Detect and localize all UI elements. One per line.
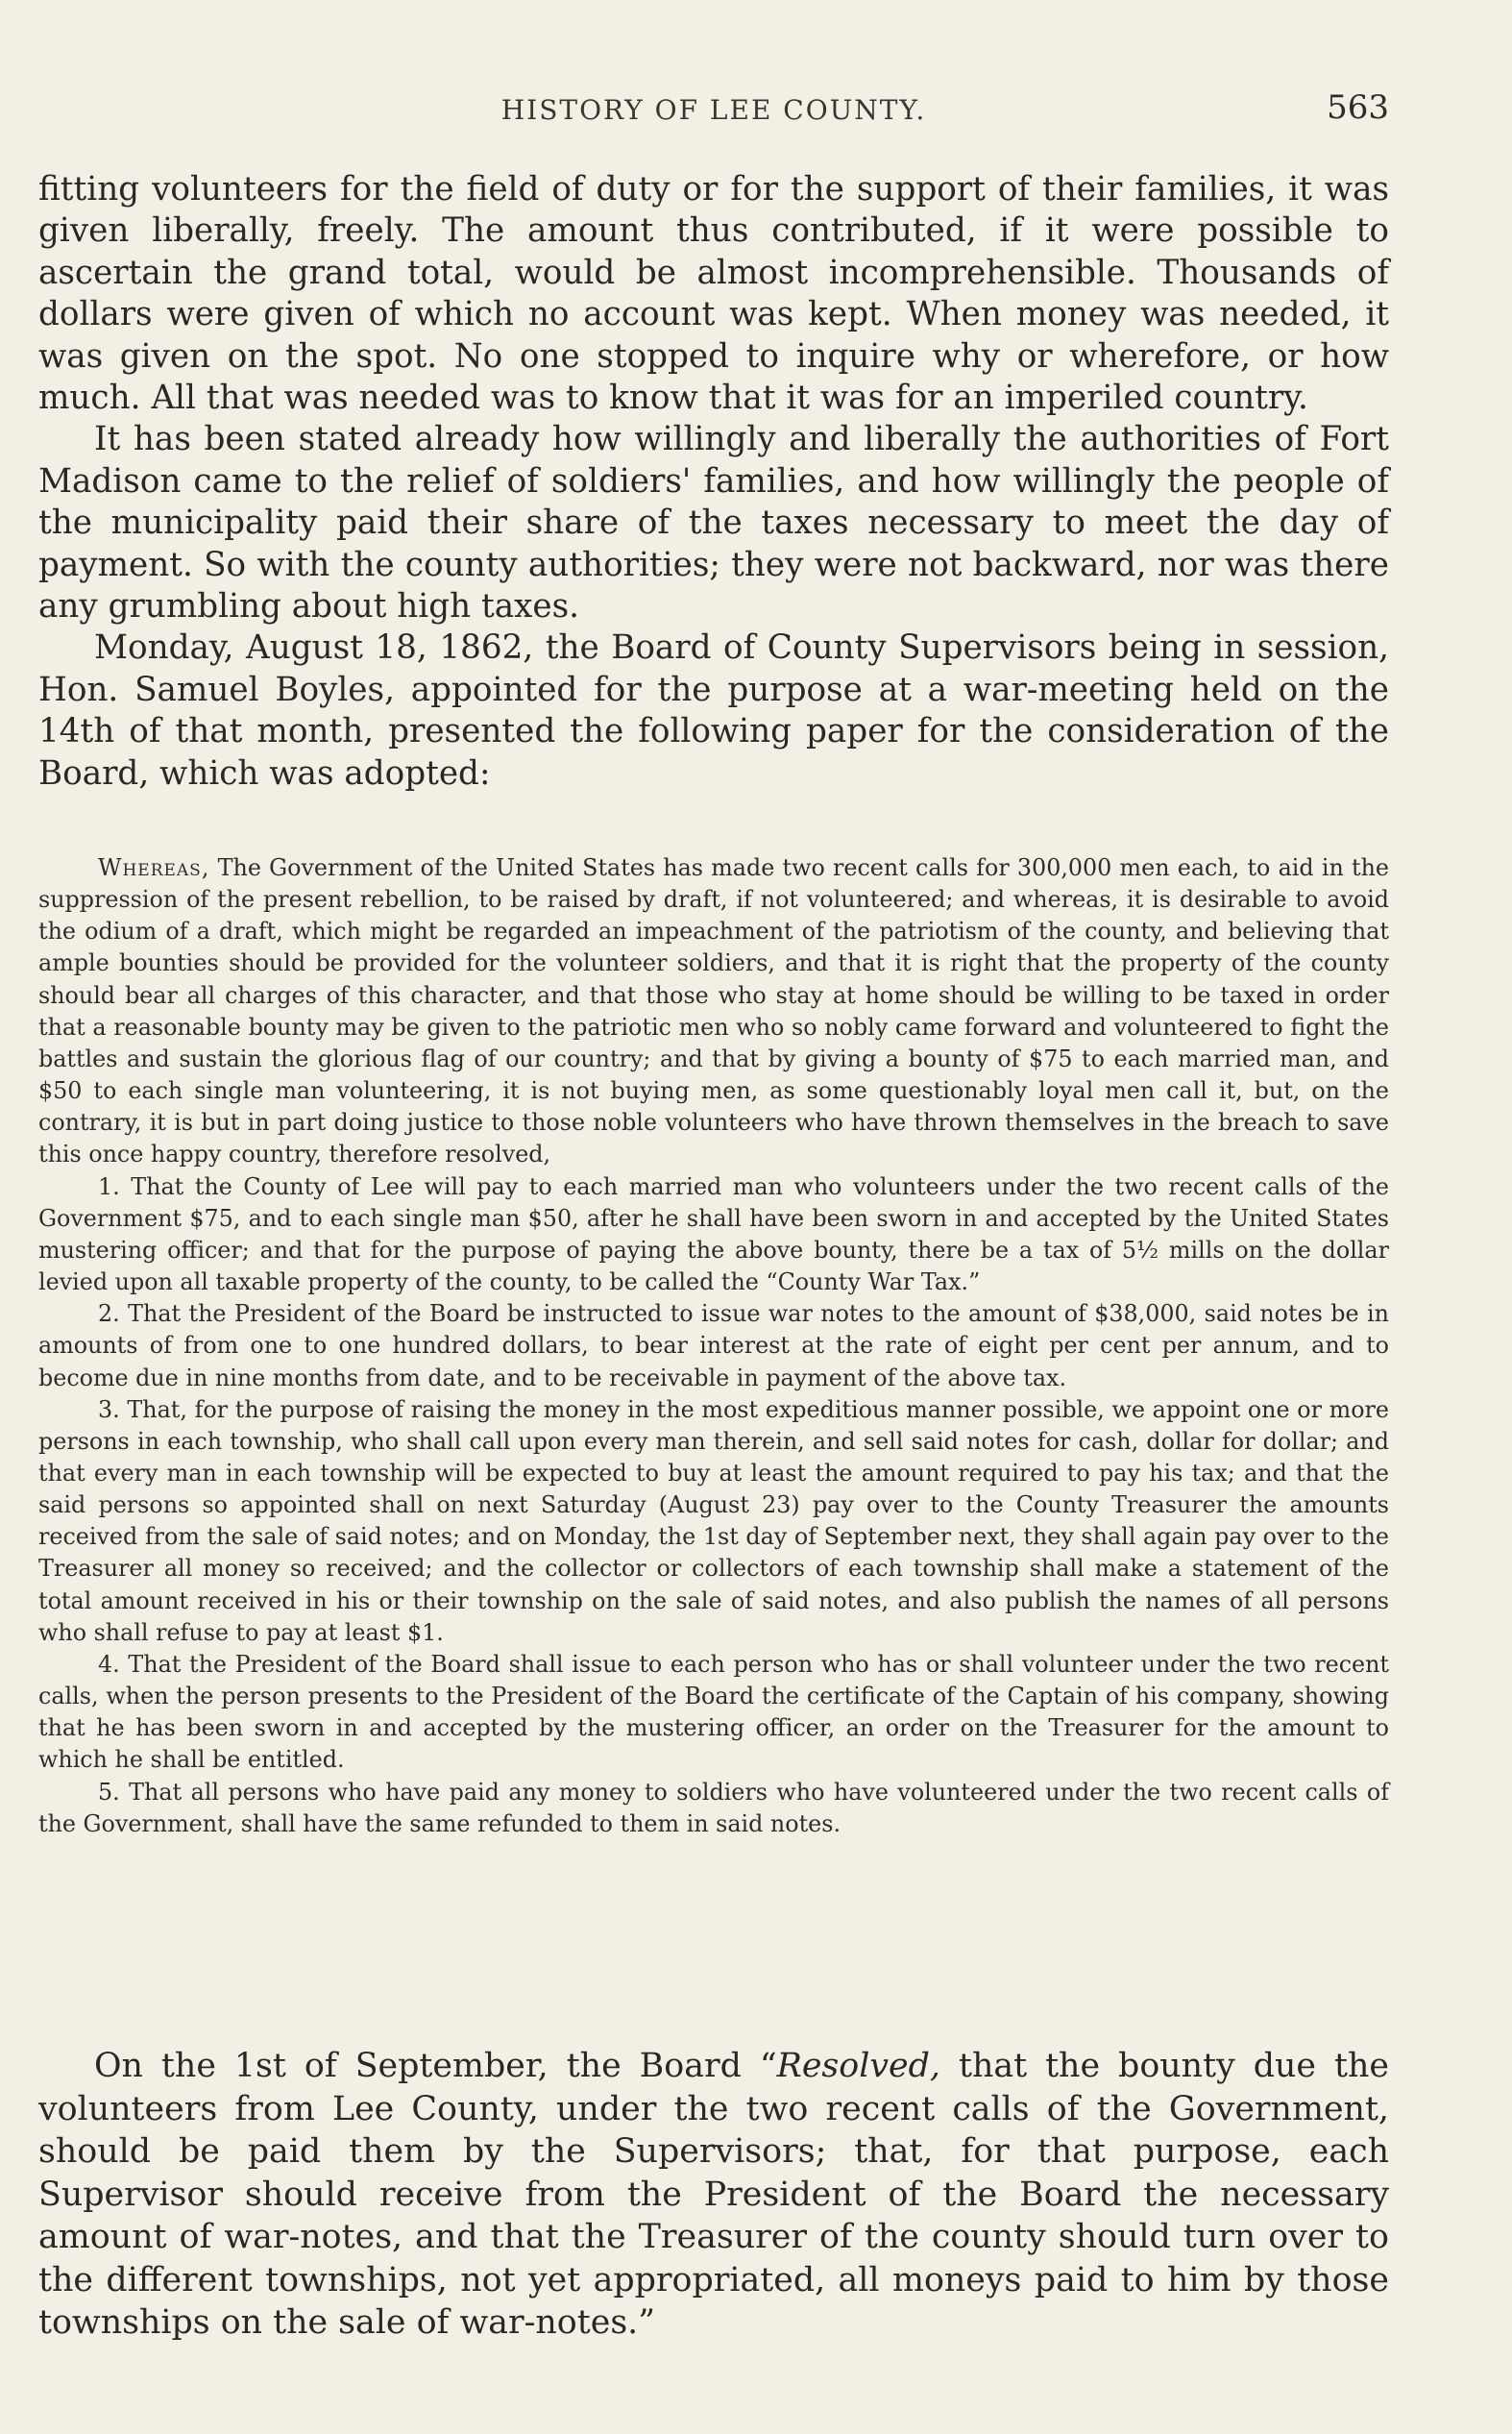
preamble-text: The Government of the United States has made two recent calls for 300,000 men each, to aid in the suppression of the present rebellion, to be raised by draft, if not volunteered; and whereas, it is desirable to avoid the odium of a draft, which might be regarded an impeachment of the patriotism of the county, and believing that ample bounties should be provided for the volunteer soldiers, and that it is right that the property of the county should bear all charges of this character, and that those who stay at home should be willing to be taxed in order that a reasonable bounty may be given to the patriotic men who so nobly came forward and volunteered to fight the battles and sustain the glorious flag of our country; and that by giving a bounty of $75 to each married man, and $50 to each single man volunteering, it is not buying men, as some questionably loyal men call it, but, on the contrary, it is but in part doing justice to those noble volunteers who have thrown themselves in the breach to save this once happy country, therefore resolved, [38, 854, 1389, 1168]
resolution-extract [38, 852, 1389, 1840]
resolution-item-4: 4. That the President of the Board shall issue to each person who has or shall volunteer under the two recent calls, when the person presents to the President of the Board the certificate of the Captain of his company, showing that he has been sworn in and accepted by the mustering officer, an order on the Treasurer for the amount to which he shall be entitled. [38, 1650, 1389, 1774]
resolution-item-1: 1. That the County of Lee will pay to each married man who volunteers under the two recent calls of the Government $75, and to each single man $50, after he shall have been sworn in and accepted by the United States mustering officer; and that for the purpose of paying the above bounty, there be a tax of 5½ mills on the dollar levied upon all taxable property of the county, to be called the “County War Tax.” [38, 1172, 1389, 1296]
main-text [38, 169, 1389, 795]
resolution-item-5: 5. That all persons who have paid any money to soldiers who have volunteered under the two recent calls of the Government, shall have the same refunded to them in said notes. [38, 1778, 1389, 1837]
page-number: 563 [1327, 88, 1389, 127]
closing-body: that the bounty due the volunteers from Lee County, under the two recent calls of the Government, should be paid them by the Supervisors; that, for that purpose, each Supervisor should receive from the President of the Board the necessary amount of war-notes, and that the Treasurer of the county should turn over to the different townships, not yet appropriated, all moneys paid to him by those townships on the sale of war-notes.” [38, 2047, 1389, 2342]
resolution-item-2: 2. That the President of the Board be instructed to issue war notes to the amount of $38,000, said notes be in amounts of from one to one hundred dollars, to bear interest at the rate of eight per cent per annum, and to become due in nine months from date, and to be receivable in payment of the above tax. [38, 1300, 1389, 1391]
paragraph-board-session: Monday, August 18, 1862, the Board of County Supervisors being in session, Hon. Samuel Boyles, appointed for the purpose at a war-meeting held on the 14th of that month, presented the following paper for the consideration of the Board, which was adopted: [38, 628, 1389, 793]
closing-lead: On the 1st of September, the Board “ [94, 2047, 777, 2085]
resolved-italic: Resolved, [776, 2047, 940, 2085]
paragraph-continuation: fitting volunteers for the field of duty or for the support of their families, it was given liberally, freely. The amount thus contributed, if it were possible to ascertain the grand total, would be almost incomprehensible. Thousands of dollars were given of which no account was kept. When money was needed, it was given on the spot. No one stopped to inquire why or wherefore, or how much. All that was needed was to know that it was for an imperiled country. [38, 170, 1389, 418]
resolution-item-3: 3. That, for the purpose of raising the money in the most expeditious manner possible, we appoint one or more persons in each township, who shall call upon every man therein, and sell said notes for cash, dollar for dollar; and that every man in each township will be expected to buy at least the amount required to pay his tax; and that the said persons so appointed shall on next Saturday (August 23) pay over to the County Treasurer the amounts received from the sale of said notes; and on Monday, the 1st day of September next, they shall again pay over to the Treasurer all money so received; and the collector or collectors of each township shall make a statement of the total amount received in his or their township on the sale of said notes, and also publish the names of all persons who shall refuse to pay at least $1. [38, 1395, 1389, 1646]
paragraph-authorities: It has been stated already how willingly and liberally the authorities of Fort Madison came to the relief of soldiers' families, and how willingly the people of the municipality paid their share of the taxes necessary to meet the day of payment. So with the county authorities; they were not backward, nor was there any grumbling about high taxes. [38, 420, 1389, 627]
whereas-lead: Whereas, [98, 854, 210, 881]
paragraph-september-resolution [38, 2045, 1389, 2345]
closing-text [38, 2045, 1389, 2345]
resolution-preamble [38, 852, 1389, 1171]
running-head: HISTORY OF LEE COUNTY. [500, 94, 927, 126]
page-header [38, 88, 1389, 136]
